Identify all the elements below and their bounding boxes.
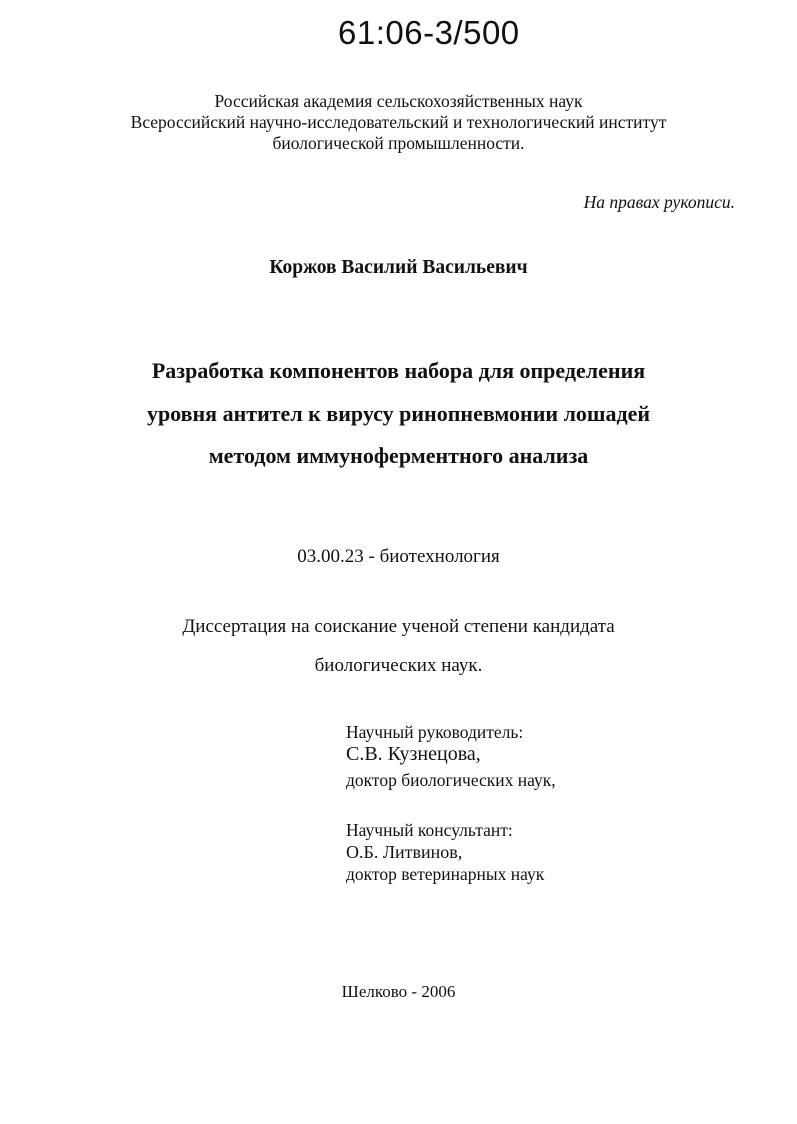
title-line-1: Разработка компонентов набора для определения (151, 358, 646, 383)
title-line-2: уровня антител к вирусу ринопневмонии лошадей (146, 401, 651, 426)
institution-line-2: Всероссийский научно-исследовательский и технологический институт (130, 112, 667, 132)
consultant-name: О.Б. Литвинов, (346, 842, 463, 862)
dissertation-line-2: биологических наук. (314, 655, 483, 676)
author-name: Коржов Василий Васильевич (269, 257, 528, 278)
institution-line-1: Российская академия сельскохозяйственных наук (214, 91, 583, 111)
consultant-degree: доктор ветеринарных наук (346, 864, 545, 884)
institution-line-3: биологической промышленности. (272, 133, 525, 153)
dissertation-line-1: Диссертация на соискание ученой степени кандидата (182, 616, 615, 637)
supervisor-degree: доктор биологических наук, (346, 770, 556, 790)
specialty: 03.00.23 - биотехнология (297, 546, 500, 567)
archive-code: 61:06-3/500 (338, 14, 520, 51)
supervisor-label: Научный руководитель: (346, 722, 524, 742)
manuscript-note: На правах рукописи. (583, 192, 735, 212)
title-line-3: методом иммуноферментного анализа (208, 443, 589, 468)
consultant-label: Научный консультант: (346, 820, 513, 840)
place-year: Шелково - 2006 (341, 982, 456, 1001)
supervisor-name: С.В. Кузнецова, (346, 743, 481, 765)
